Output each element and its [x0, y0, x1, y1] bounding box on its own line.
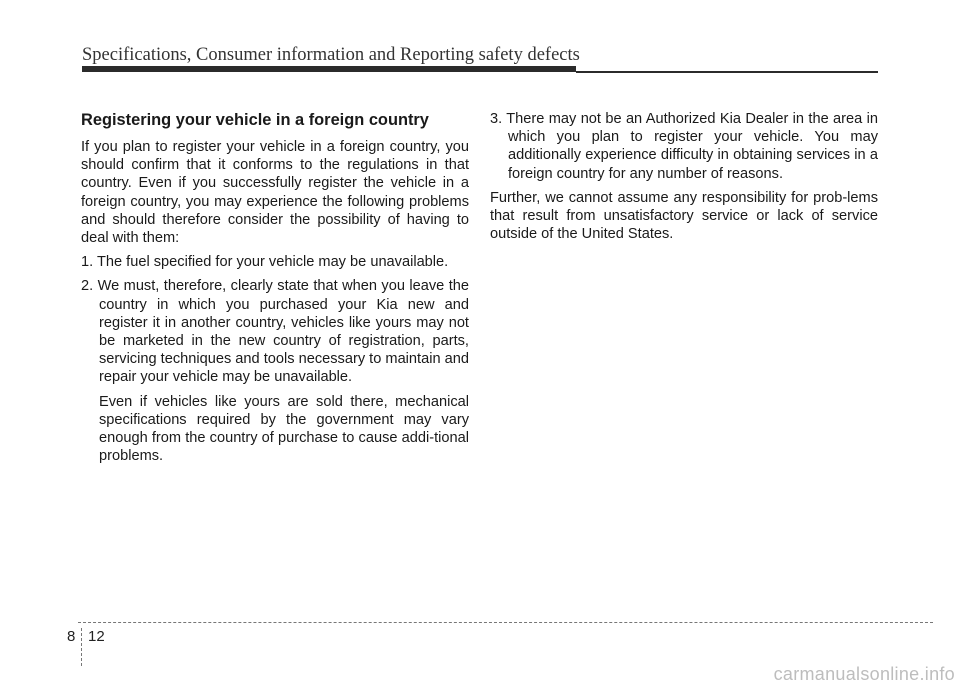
footer-rule: [78, 622, 933, 623]
page-number: 12: [88, 628, 105, 645]
section-heading: Registering your vehicle in a foreign country: [81, 111, 429, 129]
list-item-2-note: Even if vehicles like yours are sold there, mechanical specifications required by the government may vary enough from the country of purchase to cause addi-tional problems.: [99, 393, 469, 465]
chapter-number: 8: [67, 628, 76, 645]
watermark: carmanualsonline.info: [773, 664, 955, 684]
section-title: Specifications, Consumer information and Reporting safety defects: [82, 45, 580, 65]
list-item-1: 1. The fuel specified for your vehicle may be unavailable.: [81, 254, 449, 271]
header-rule-thick: [82, 66, 576, 72]
footer-divider: [81, 628, 82, 666]
left-column: [81, 110, 469, 471]
closing-paragraph: Further, we cannot assume any responsibility for prob-lems that result from unsatisfactory service or lack of service outside of the United States.: [490, 189, 878, 243]
header-rule-thin: [576, 71, 878, 73]
list-item-3: 3. There may not be an Authorized Kia Dealer in the area in which you plan to register your vehicle. You may additionally experience difficulty in obtaining services in a foreign country for any number of reasons.: [490, 111, 878, 182]
intro-paragraph: If you plan to register your vehicle in a foreign country, you should confirm that it conforms to the regulations in that country. Even if you successfully register the vehicle in a foreign country, you may experience the following problems and should therefore consider the possibility of having to deal with them:: [81, 139, 469, 247]
list-item-2: 2. We must, therefore, clearly state that when you leave the country in which you purchased your Kia new and register it in another country, vehicles like yours may not be marketed in the new country of registration, parts, servicing techniques and tools necessary to maintain and repair your vehicle may be unavailable.: [81, 278, 469, 386]
right-column: [490, 110, 878, 249]
